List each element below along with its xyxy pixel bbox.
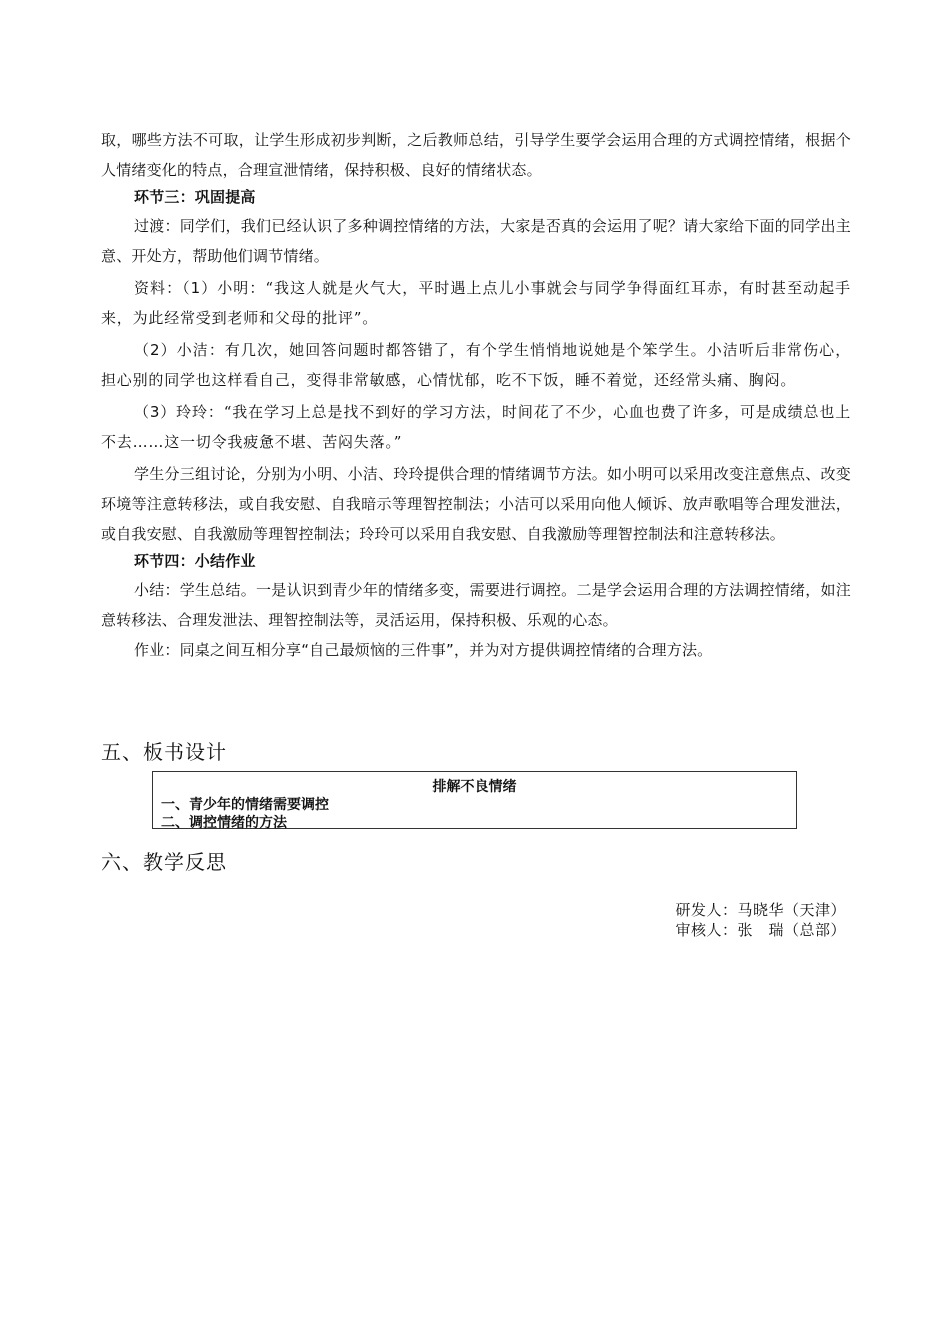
paragraph-homework: 作业：同桌之间互相分享“自己最烦恼的三件事”，并为对方提供调控情绪的合理方法。 <box>134 641 713 659</box>
paragraph-discussion: 学生分三组讨论，分别为小明、小洁、玲玲提供合理的情绪调节方法。如小明可以采用改变注意焦点、改变环境等注意转移法，或自我安慰、自我暗示等理智控制法；小洁可以采用向他人倾诉、放声歌唱等合理发泄法，或自我安慰、自我激励等理智控制法；玲玲可以采用自我安慰、自我激励等理智控制法和注意转移法。 <box>101 465 851 543</box>
material-text-3: 玲玲：“我在学习上总是找不到好的学习方法，时间花了不少，心血也费了许多，可是成绩总也上不去……这一切令我疲惫不堪、苦闷失落。” <box>101 403 851 451</box>
heading-step-three: 环节三：巩固提高 <box>134 188 256 206</box>
material-text-2: 小洁：有几次，她回答问题时都答错了，有个学生悄悄地说她是个笨学生。小洁听后非常伤心，担心别的同学也这样看自己，变得非常敏感，心情忧郁，吃不下饭，睡不着觉，还经常头痛、胸闷。 <box>101 341 851 389</box>
material-number-3: （3） <box>134 403 177 421</box>
material-number-1: （1） <box>182 279 218 297</box>
board-line-2: 二、调控情绪的方法 <box>161 815 287 831</box>
paragraph-transition: 过渡：同学们，我们已经认识了多种调控情绪的方法，大家是否真的会运用了呢？请大家给下面的同学出主意、开处方，帮助他们调节情绪。 <box>101 217 851 265</box>
material-number-2: （2） <box>134 341 177 359</box>
heading-step-four: 环节四：小结作业 <box>134 552 256 570</box>
paragraph-material-3 <box>101 397 851 457</box>
material-label: 资料： <box>134 279 183 297</box>
board-design-box <box>152 771 797 829</box>
developer-credit: 研发人：马晓华（天津） <box>675 901 846 919</box>
paragraph-material-1 <box>101 273 851 333</box>
section-heading-board: 五、板书设计 <box>101 740 227 764</box>
credits <box>675 900 846 940</box>
paragraph-conclusion: 取，哪些方法不可取，让学生形成初步判断，之后教师总结，引导学生要学会运用合理的方式调控情绪，根据个人情绪变化的特点，合理宣泄情绪，保持积极、良好的情绪状态。 <box>101 131 851 179</box>
section-heading-reflection: 六、教学反思 <box>101 850 227 874</box>
material-text-1: 小明：“我这人就是火气大，平时遇上点儿小事就会与同学争得面红耳赤，有时甚至动起手来，为此经常受到老师和父母的批评”。 <box>101 279 851 327</box>
lesson-body <box>101 125 851 665</box>
paragraph-material-2 <box>101 335 851 395</box>
board-title: 排解不良情绪 <box>432 779 517 795</box>
reviewer-credit: 审核人：张 瑞（总部） <box>675 921 846 939</box>
board-line-1: 一、青少年的情绪需要调控 <box>161 797 329 813</box>
paragraph-summary: 小结：学生总结。一是认识到青少年的情绪多变，需要进行调控。二是学会运用合理的方法调控情绪，如注意转移法、合理发泄法、理智控制法等，灵活运用，保持积极、乐观的心态。 <box>101 581 851 629</box>
